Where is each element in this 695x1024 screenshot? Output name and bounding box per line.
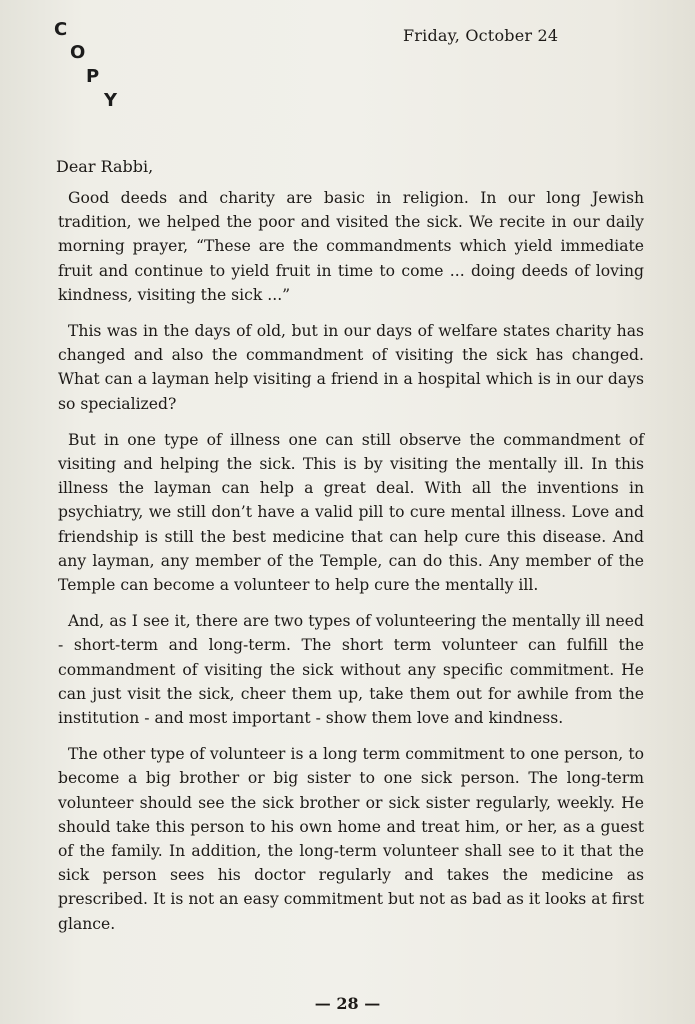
page-number: — 28 — [314, 994, 381, 1013]
letter-paragraph-1: Good deeds and charity are basic in religion. In our long Jewish tradition, we helped the poor and visited the sick. We recite in our daily morning prayer, “These are the commandments which yield immediate fruit and continue to yield fruit in time to come ... doing deeds of loving kindness, visiting the sick ...” [58, 189, 644, 304]
letter-date: Friday, October 24 [403, 26, 559, 45]
letter-body [58, 186, 644, 948]
copy-stamp-letter-p: P [86, 66, 100, 87]
letter-paragraph-2: This was in the days of old, but in our days of welfare states charity has changed and also the commandment of visiting the sick has changed. What can a layman help visiting a friend in a hospital which is in our days so specialized? [58, 322, 644, 413]
letter-paragraph-4: And, as I see it, there are two types of volunteering the mentally ill need - short-term and long-term. The short term volunteer can fulfill the commandment of visiting the sick without any specific commitment. He can just visit the sick, cheer them up, take them out for awhile from the institution - and most important - show them love and kindness. [58, 612, 644, 728]
letter-paragraph-5: The other type of volunteer is a long term commitment to one person, to become a big brother or big sister to one sick person. The long-term volunteer should see the sick brother or sick sister regularly, weekly. He should take this person to his own home and treat him, or her, as a guest of the family. In addition, the long-term volunteer shall see to it that the sick person sees his doctor regularly and takes the medicine as prescribed. It is not an easy commitment but not as bad as it looks at first glance. [58, 745, 644, 933]
letter-salutation: Dear Rabbi, [56, 157, 154, 176]
letter-paragraph-3: But in one type of illness one can still observe the commandment of visiting and helping the sick. This is by visiting the mentally ill. In this illness the layman can help a great deal. With all the inventions in psychiatry, we still don’t have a valid pill to cure mental illness. Love and friendship is still the best medicine that can help cure this disease. And any layman, any member of the Temple, can do this. Any member of the Temple can become a volunteer to help cure the mentally ill. [58, 430, 644, 595]
copy-stamp-letter-o: O [70, 42, 86, 63]
copy-stamp-letter-c: C [54, 19, 68, 40]
copy-stamp-letter-y: Y [104, 90, 118, 111]
